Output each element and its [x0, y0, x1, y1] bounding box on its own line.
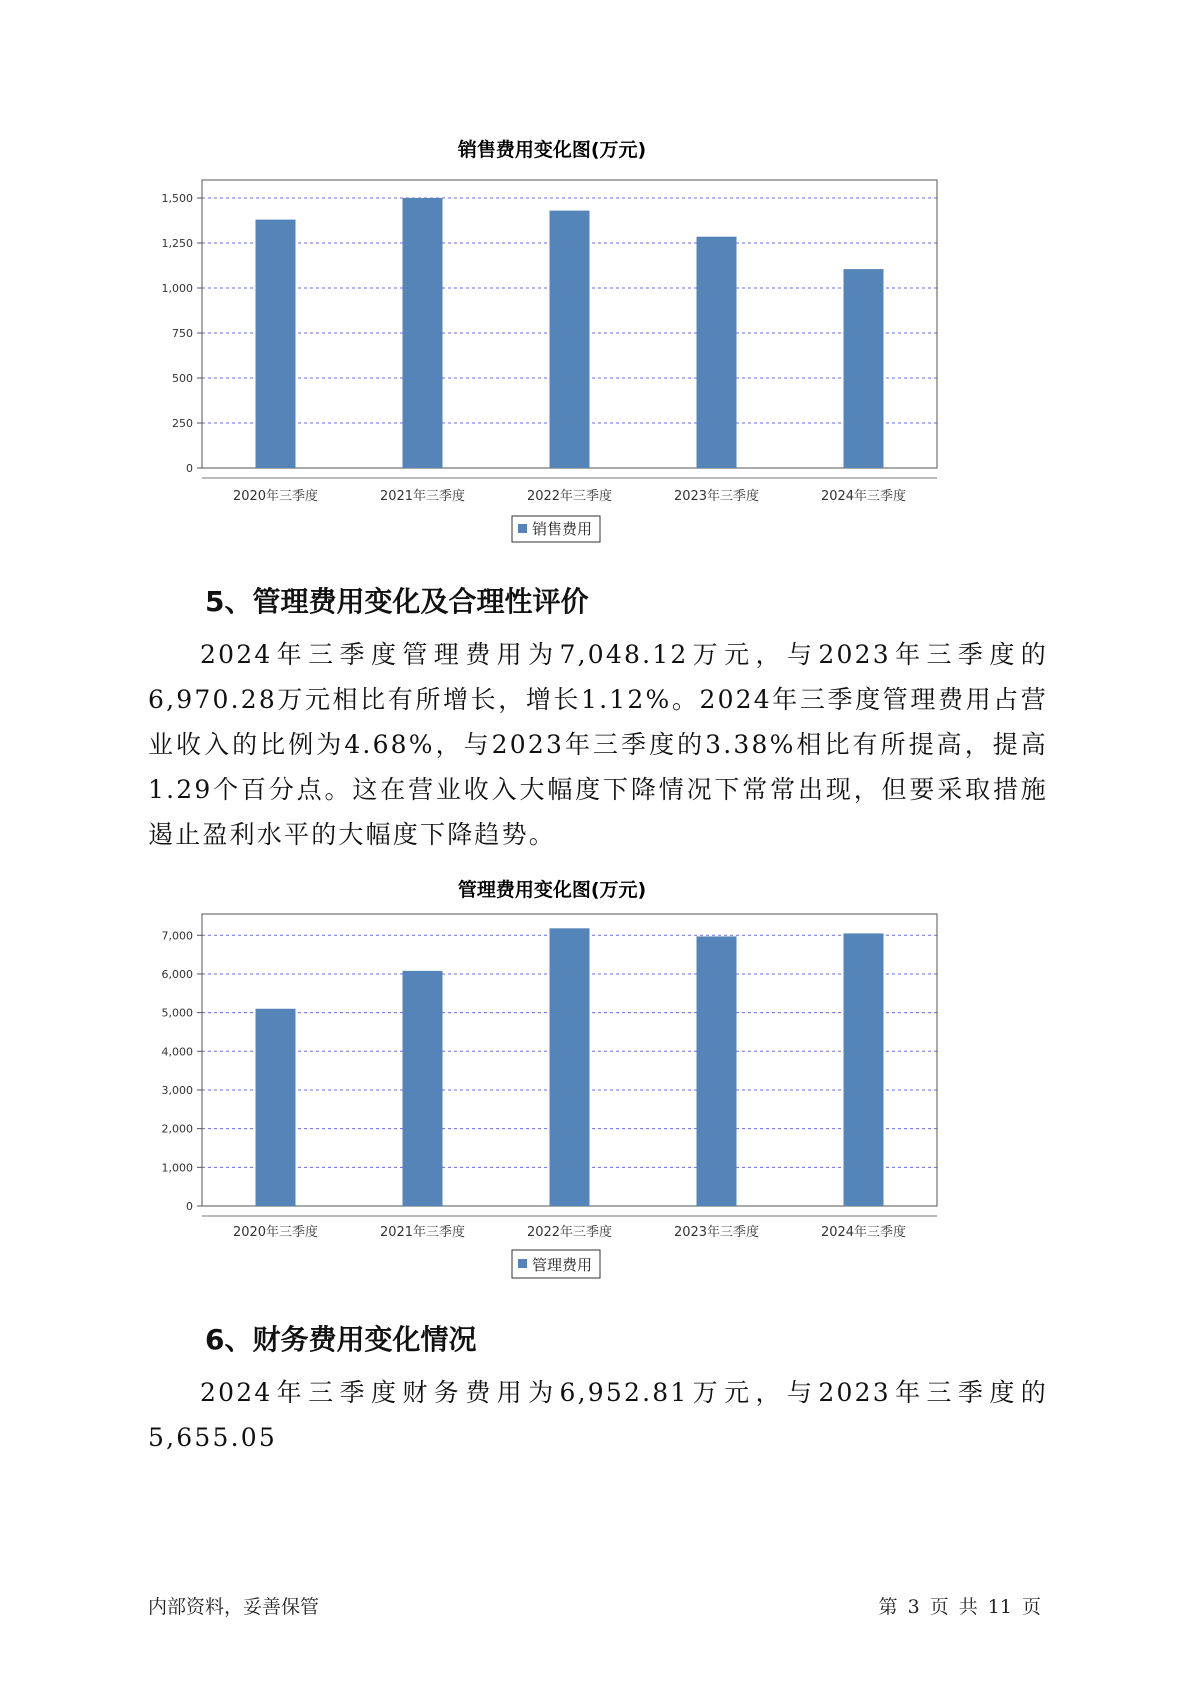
y-tick-label: 7,000 — [161, 929, 193, 943]
x-category-label: 2023年三季度 — [673, 489, 760, 504]
bar — [403, 971, 443, 1206]
management-expense-chart — [150, 868, 1050, 1298]
y-tick-label: 0 — [186, 462, 193, 475]
chart-title: 销售费用变化图(万元) — [457, 139, 647, 161]
sales-expense-chart — [150, 128, 1050, 558]
footer-confidential-note: 内部资料，妥善保管 — [148, 1596, 320, 1618]
chart-title: 管理费用变化图(万元) — [457, 879, 647, 901]
x-category-label: 2021年三季度 — [379, 1225, 466, 1240]
x-category-label: 2023年三季度 — [673, 1225, 760, 1240]
y-tick-label: 4,000 — [161, 1045, 193, 1059]
y-tick-label: 750 — [172, 327, 193, 340]
bar — [844, 269, 884, 468]
x-category-label: 2020年三季度 — [232, 489, 319, 504]
y-tick-label: 6,000 — [161, 967, 193, 981]
x-category-label: 2020年三季度 — [232, 1225, 319, 1240]
bar — [697, 237, 737, 468]
bar — [697, 936, 737, 1206]
y-tick-label: 1,250 — [161, 237, 193, 250]
x-category-label: 2021年三季度 — [379, 489, 466, 504]
bar — [256, 1009, 296, 1206]
bar — [550, 928, 590, 1206]
y-tick-label: 1,000 — [161, 282, 193, 295]
legend-label: 销售费用 — [532, 520, 593, 538]
section-heading-finance-expense: 6、财务费用变化情况 — [205, 1323, 477, 1356]
x-category-label: 2024年三季度 — [820, 489, 907, 504]
y-tick-label: 0 — [186, 1200, 193, 1213]
x-category-label: 2022年三季度 — [526, 489, 613, 504]
section-heading-management-expense: 5、管理费用变化及合理性评价 — [205, 585, 589, 618]
legend-label: 管理费用 — [532, 1256, 593, 1274]
x-category-label: 2024年三季度 — [820, 1225, 907, 1240]
management-expense-chart-svg — [150, 868, 1050, 1298]
legend-swatch — [518, 524, 527, 533]
y-tick-label: 250 — [172, 417, 193, 430]
y-tick-label: 500 — [172, 372, 193, 385]
y-tick-label: 1,000 — [161, 1161, 193, 1175]
legend — [512, 516, 600, 542]
bar — [550, 211, 590, 468]
section-paragraph-management-expense: 2024年三季度管理费用为7,048.12万元，与2023年三季度的6,970.28万元相比有所增长，增长1.12%。2024年三季度管理费用占营业收入的比例为4.68%，与2023年三季度的3.38%相比有所提高，提高1.29个百分点。这在营业收入大幅度下降情况下常常出现，但要采取措施遏止盈利水平的大幅度下降趋势。 — [148, 640, 1048, 849]
y-tick-label: 2,000 — [161, 1122, 193, 1136]
y-tick-label: 3,000 — [161, 1083, 193, 1097]
x-category-label: 2022年三季度 — [526, 1225, 613, 1240]
legend — [512, 1250, 600, 1278]
legend-swatch — [518, 1259, 527, 1268]
sales-expense-chart-svg — [150, 128, 1050, 558]
bar — [256, 220, 296, 468]
footer-page-number: 第 3 页 共 11 页 — [878, 1596, 1041, 1618]
bar — [403, 198, 443, 468]
y-tick-label: 5,000 — [161, 1006, 193, 1020]
bar — [844, 933, 884, 1206]
section-paragraph-finance-expense: 2024年三季度财务费用为6,952.81万元，与2023年三季度的5,655.05 — [148, 1378, 1048, 1452]
y-tick-label: 1,500 — [161, 192, 193, 205]
